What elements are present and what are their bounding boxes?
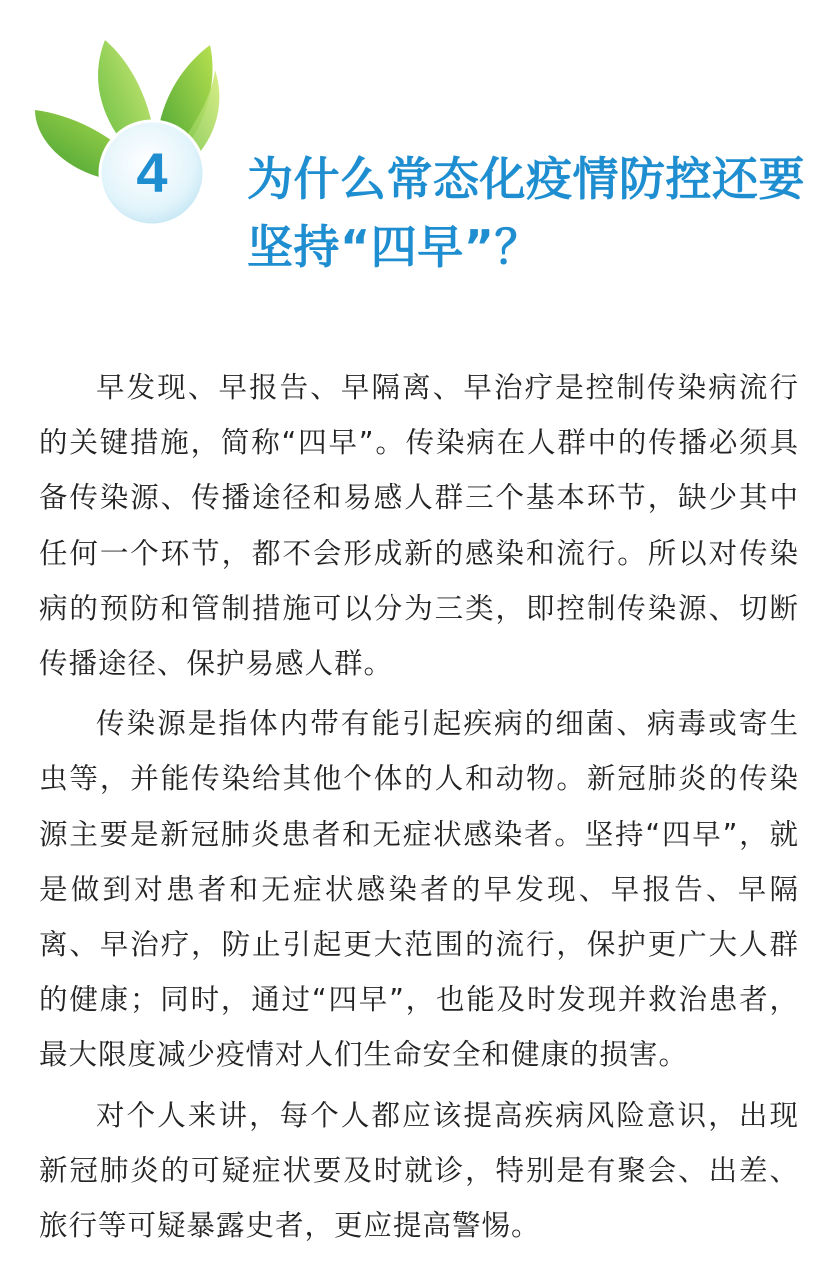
paragraph-3: 对个人来讲，每个人都应该提高疾病风险意识，出现新冠肺炎的可疑症状要及时就诊，特别是有聚会、出差、旅行等可疑暴露史者，更应提高警惕。 [39, 1098, 799, 1243]
leaf-number-badge-icon [30, 30, 230, 230]
paragraph-2: 传染源是指体内带有能引起疾病的细菌、病毒或寄生虫等，并能传染给其他个体的人和动物。新冠肺炎的传染源主要是新冠肺炎患者和无症状感染者。坚持“四早”，就是做到对患者和无症状感染者的早发现、早报告、早隔离、早治疗，防止引起更大范围的流行，保护更广大人群的健康；同时，通过“四早”，也能及时发现并救治患者，最大限度减少疫情对人们生命安全和健康的损害。 [39, 707, 799, 1072]
paragraph-1: 早发现、早报告、早隔离、早治疗是控制传染病流行的关键措施，简称“四早”。传染病在人群中的传播必须具备传染源、传播途径和易感人群三个基本环节，缺少其中任何一个环节，都不会形成新的感染和流行。所以对传染病的预防和管制措施可以分为三类，即控制传染源、切断传播途径、保护易感人群。 [39, 371, 799, 681]
section-number-badge [30, 30, 230, 230]
page-title-line-1: 为什么常态化疫情防控还要 [247, 152, 805, 206]
page-title-line-2: 坚持“四早”？ [247, 220, 541, 274]
badge-number: 4 [136, 141, 168, 204]
article-body [39, 360, 799, 1258]
page-title [247, 145, 817, 281]
